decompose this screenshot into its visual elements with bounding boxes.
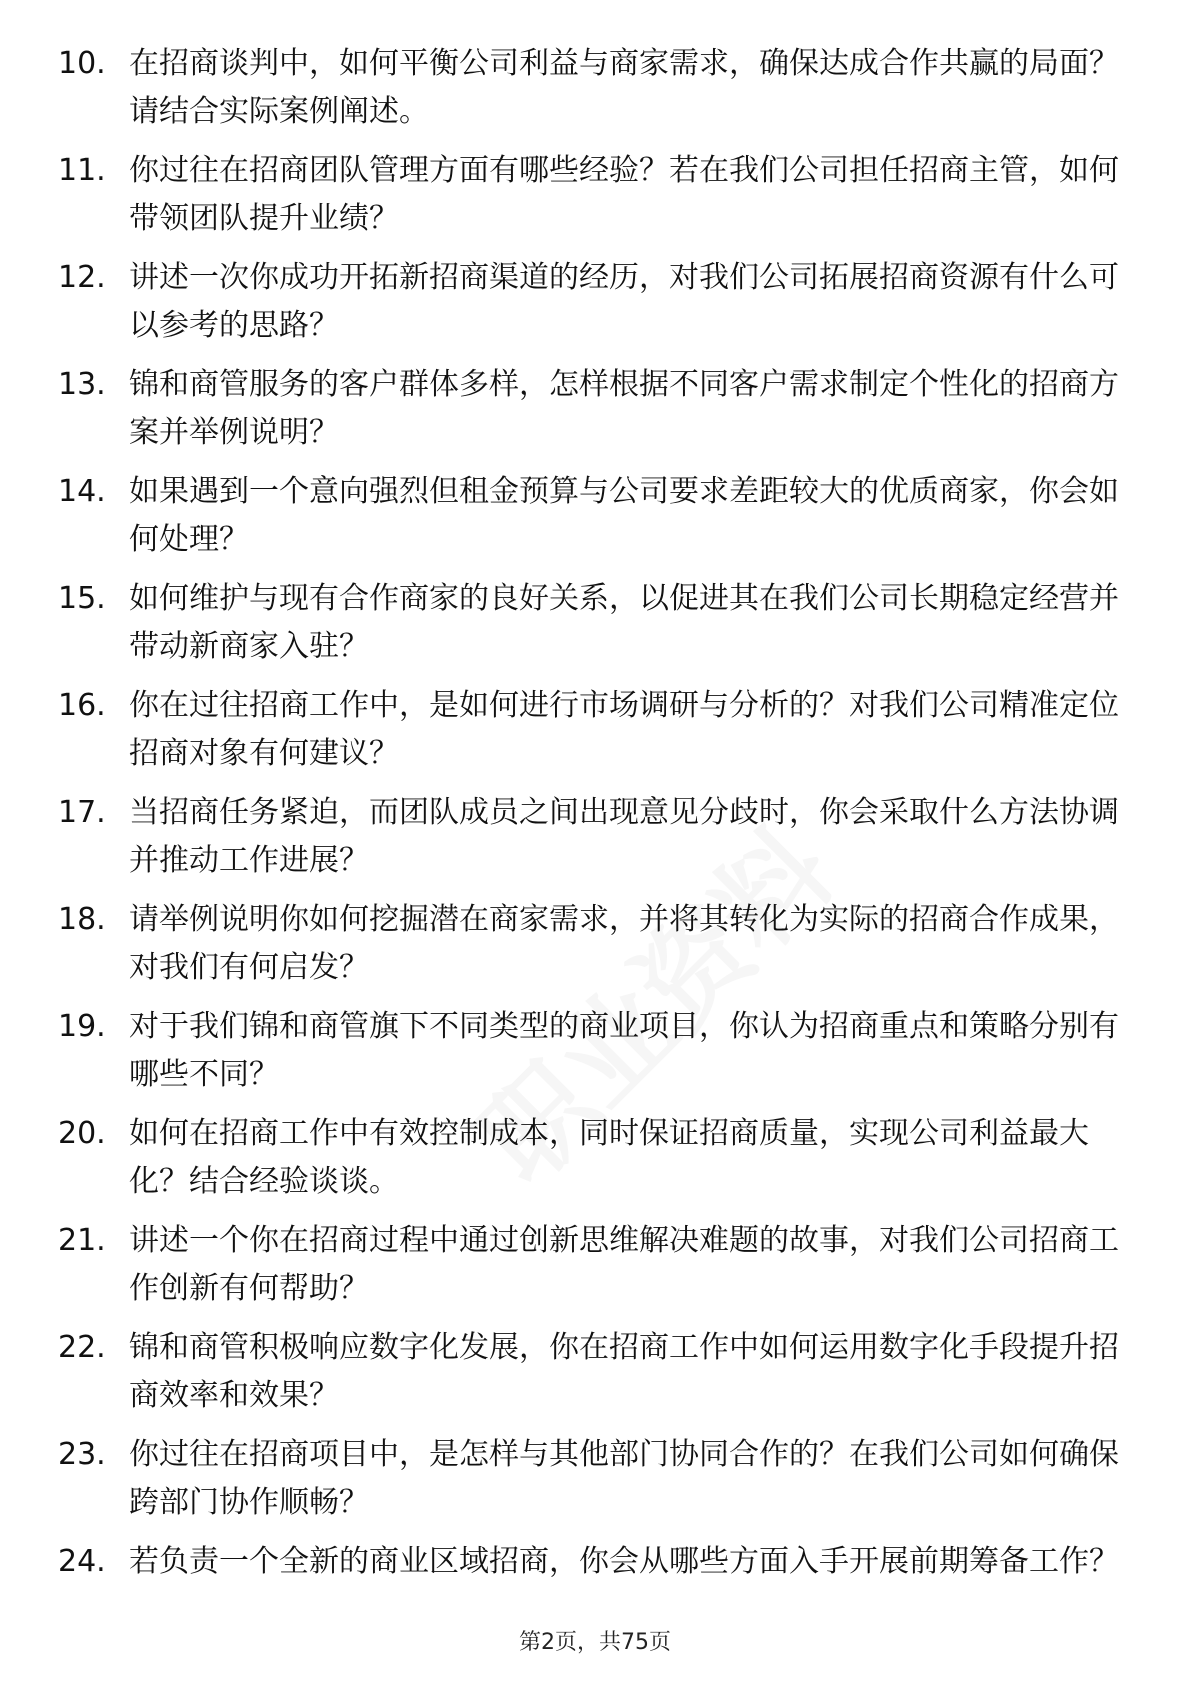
question-item: [58, 682, 1130, 778]
question-item: [58, 468, 1130, 564]
question-text: 如果遇到一个意向强烈但租金预算与公司要求差距较大的优质商家，你会如何处理？: [129, 474, 1119, 557]
question-text: 锦和商管积极响应数字化发展，你在招商工作中如何运用数字化手段提升招商效率和效果？: [129, 1330, 1119, 1413]
question-item: [58, 40, 1130, 136]
question-text: 请举例说明你如何挖掘潜在商家需求，并将其转化为实际的招商合作成果，对我们有何启发？: [129, 902, 1119, 985]
question-text: 对于我们锦和商管旗下不同类型的商业项目，你认为招商重点和策略分别有哪些不同？: [129, 1009, 1119, 1092]
question-text: 你过往在招商项目中，是怎样与其他部门协同合作的？在我们公司如何确保跨部门协作顺畅？: [129, 1437, 1119, 1520]
question-number: 16.: [58, 688, 106, 723]
question-number: 19.: [58, 1009, 106, 1044]
question-item: [58, 1431, 1130, 1527]
question-number: 15.: [58, 581, 106, 616]
question-number: 12.: [58, 260, 106, 295]
question-number: 10.: [58, 46, 106, 81]
question-item: [58, 896, 1130, 992]
question-text: 若负责一个全新的商业区域招商，你会从哪些方面入手开展前期筹备工作？: [129, 1544, 1119, 1579]
question-number: 22.: [58, 1330, 106, 1365]
question-text: 锦和商管服务的客户群体多样，怎样根据不同客户需求制定个性化的招商方案并举例说明？: [129, 367, 1119, 450]
question-text: 如何维护与现有合作商家的良好关系，以促进其在我们公司长期稳定经营并带动新商家入驻？: [129, 581, 1119, 664]
question-item: [58, 147, 1130, 243]
question-number: 23.: [58, 1437, 106, 1472]
question-text: 如何在招商工作中有效控制成本，同时保证招商质量，实现公司利益最大化？结合经验谈谈。: [129, 1116, 1089, 1199]
question-item: [58, 1110, 1130, 1206]
question-number: 20.: [58, 1116, 106, 1151]
question-text: 你过往在招商团队管理方面有哪些经验？若在我们公司担任招商主管，如何带领团队提升业绩？: [129, 153, 1119, 236]
question-number: 17.: [58, 795, 106, 830]
question-item: [58, 254, 1130, 350]
question-item: [58, 1003, 1130, 1099]
question-text: 你在过往招商工作中，是如何进行市场调研与分析的？对我们公司精准定位招商对象有何建议？: [129, 688, 1119, 771]
page-footer: 第2页，共75页: [519, 1630, 671, 1655]
question-item: [58, 1217, 1130, 1313]
question-item: [58, 1324, 1130, 1420]
question-list: [58, 40, 1130, 1597]
question-number: 21.: [58, 1223, 106, 1258]
question-number: 18.: [58, 902, 106, 937]
question-number: 13.: [58, 367, 106, 402]
question-item: [58, 575, 1130, 671]
question-text: 讲述一次你成功开拓新招商渠道的经历，对我们公司拓展招商资源有什么可以参考的思路？: [129, 260, 1119, 343]
question-item: [58, 789, 1130, 885]
question-item: [58, 1538, 1130, 1586]
question-number: 11.: [58, 153, 106, 188]
question-text: 讲述一个你在招商过程中通过创新思维解决难题的故事，对我们公司招商工作创新有何帮助？: [129, 1223, 1119, 1306]
question-number: 24.: [58, 1544, 106, 1579]
question-text: 当招商任务紧迫，而团队成员之间出现意见分歧时，你会采取什么方法协调并推动工作进展？: [129, 795, 1119, 878]
question-number: 14.: [58, 474, 106, 509]
question-text: 在招商谈判中，如何平衡公司利益与商家需求，确保达成合作共赢的局面？请结合实际案例阐述。: [129, 46, 1119, 129]
question-item: [58, 361, 1130, 457]
